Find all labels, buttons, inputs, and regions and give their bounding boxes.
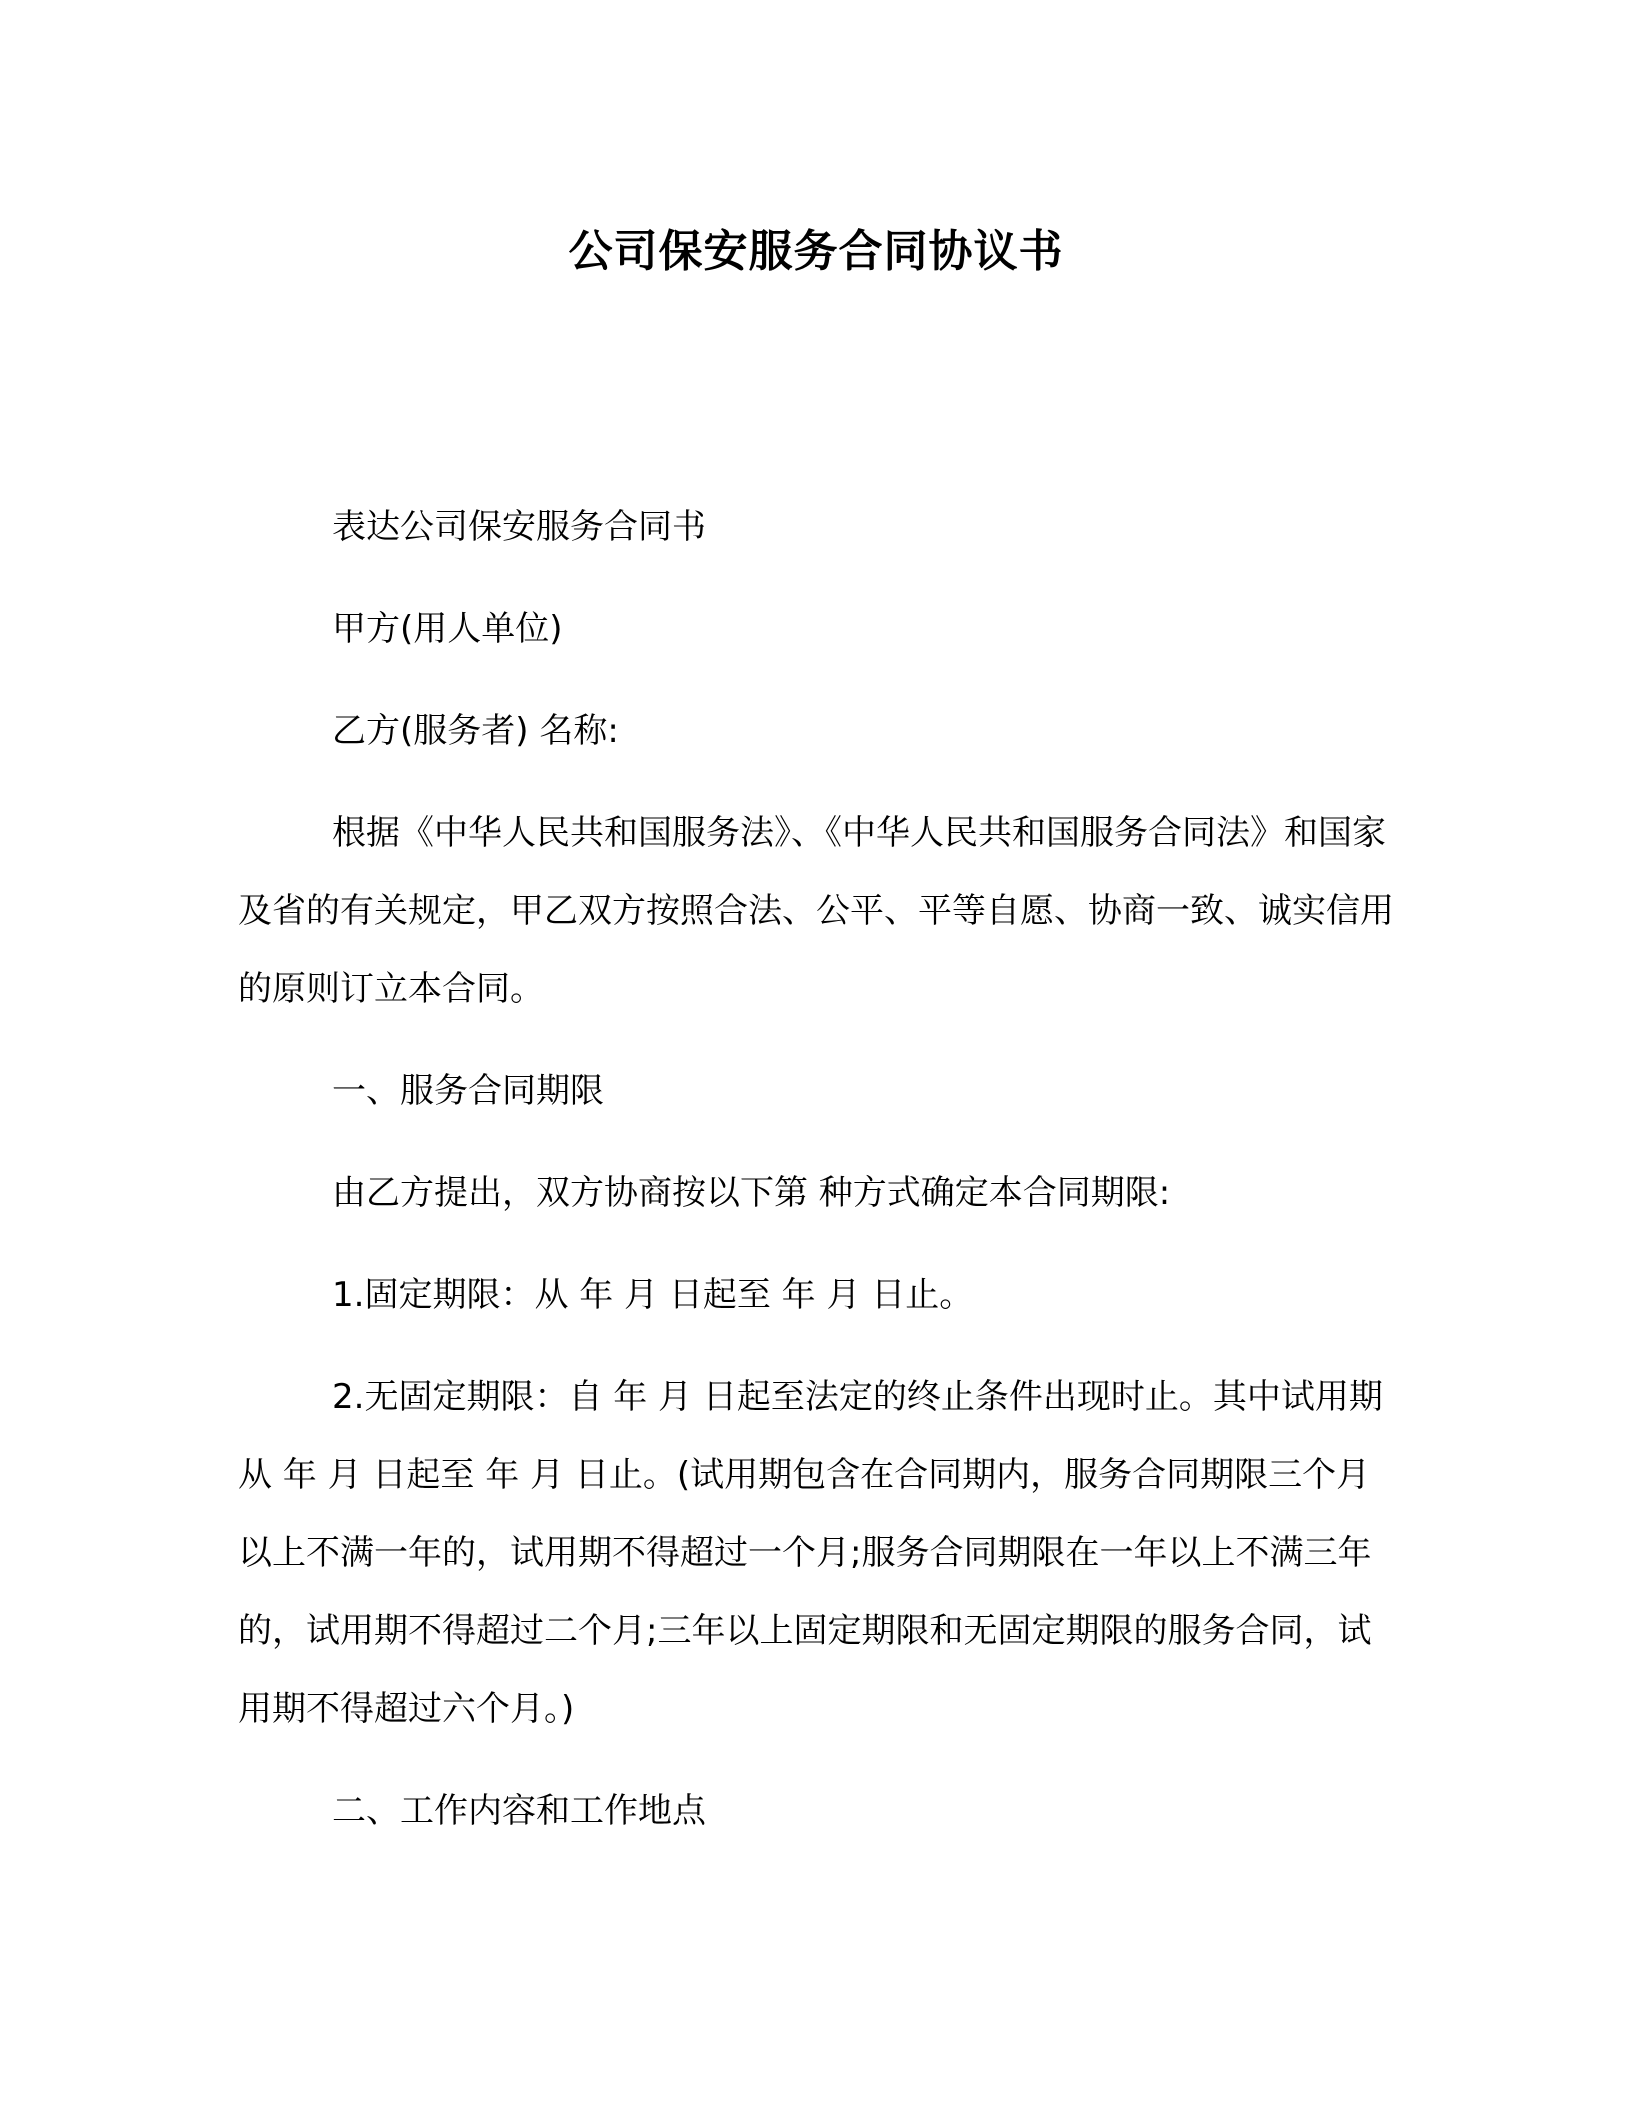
section-heading-term: 一、服务合同期限	[332, 1071, 604, 1111]
paragraph-open-term: 2.无固定期限：自 年 月 日起至法定的终止条件出现时止。其中试用期从 年 月 日起至 年 月 日止。(试用期包含在合同期内，服务合同期限三个月以上不满一年的，试用期不得超过一个月;服务合同期限在一年以上不满三年的，试用期不得超过二个月;三年以上固定期限和无固定期限的服务合同，试用期不得超过六个月。)	[238, 1377, 1383, 1729]
paragraph-party-b: 乙方(服务者) 名称:	[332, 711, 619, 751]
paragraph-party-a: 甲方(用人单位)	[332, 609, 563, 649]
section-heading-work: 二、工作内容和工作地点	[332, 1791, 706, 1831]
document-title: 公司保安服务合同协议书	[568, 226, 1064, 277]
paragraph-fixed-term: 1.固定期限：从 年 月 日起至 年 月 日止。	[332, 1275, 974, 1315]
paragraph-term-method: 由乙方提出，双方协商按以下第 种方式确定本合同期限:	[332, 1173, 1171, 1213]
document-body	[238, 488, 1398, 1874]
paragraph-contract-name: 表达公司保安服务合同书	[332, 507, 706, 547]
paragraph-legal-basis: 根据《中华人民共和国服务法》、《中华人民共和国服务合同法》和国家及省的有关规定，甲乙双方按照合法、公平、平等自愿、协商一致、诚实信用的原则订立本合同。	[238, 813, 1394, 1009]
